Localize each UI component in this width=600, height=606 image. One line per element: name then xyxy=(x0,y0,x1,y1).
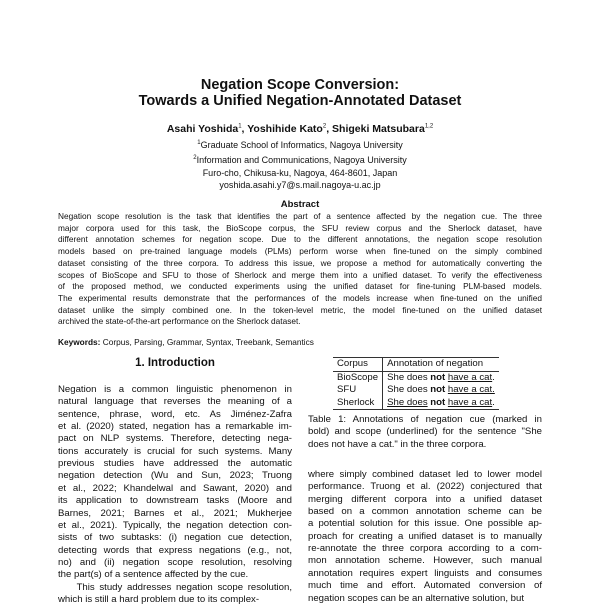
sentence-text: She does xyxy=(387,371,431,383)
author-name: Shigeki Matsubara xyxy=(332,123,425,135)
affiliation-line xyxy=(0,167,600,180)
text-line: much time and effort. Automated conversion of xyxy=(308,580,542,592)
text-line: sists of two subtasks: (i) negation cue detection, xyxy=(58,532,292,544)
table-row xyxy=(333,371,499,384)
affiliation-text: yoshida.asahi.y7@s.mail.nagoya-u.ac.jp xyxy=(219,180,381,191)
text-line: major corpora used for this task, the BioScope corpus, the SFU review corpus and the Sherlock dataset, have xyxy=(58,222,542,233)
negation-scope: have a cat xyxy=(447,371,493,383)
text-line: natural language that reverses the meaning of a xyxy=(58,396,292,408)
text-line: et al., 2021). Typically, the negation detection con- xyxy=(58,519,292,531)
sentence-text: . xyxy=(492,371,495,383)
author-affiliation-mark: 1 xyxy=(238,123,242,130)
text-line: This study addresses negation scope resolution, xyxy=(58,581,292,593)
table-row xyxy=(333,397,499,410)
section-heading-introduction: 1. Introduction xyxy=(135,357,215,369)
abstract-heading: Abstract xyxy=(280,199,320,210)
affiliation-text: Graduate School of Informatics, Nagoya University xyxy=(200,140,403,150)
keywords xyxy=(58,337,314,347)
table-header-row xyxy=(333,358,499,372)
text-line: based on a common annotation scheme can be xyxy=(308,506,542,518)
text-line: where simply combined dataset led to lower model xyxy=(308,469,542,480)
text-line: The experimental results demonstrate that the performances of the models increase when fine-tuned on the unified xyxy=(58,292,542,303)
text-line: negation scopes can be an alternative solution, but xyxy=(308,592,525,604)
affiliation-mark: 2 xyxy=(193,154,197,161)
text-line: bold) and scope (underlined) for the sentence "She xyxy=(308,426,542,438)
text-line: performance. Truong et al. (2022) conjectured that xyxy=(308,481,542,493)
text-line: proach for creating a unified dataset is to manually xyxy=(308,530,542,542)
text-line: tions accurately is crucial for such systems. Many xyxy=(58,445,292,457)
paper-title-line-2: Towards a Unified Negation-Annotated Dataset xyxy=(138,93,462,109)
negation-cue: not xyxy=(430,384,446,395)
sentence-text: She does xyxy=(387,384,431,395)
paper-title-line-1: Negation Scope Conversion: xyxy=(200,77,400,93)
text-line: et al. (2020) stated, negation has a remarkable im- xyxy=(58,421,292,433)
text-line: merging different corpora into a unified dataset xyxy=(308,493,542,505)
text-line: of the proposed method, we conducted experiments using the unified dataset for fine-tuning PLM-based models. xyxy=(58,281,542,292)
text-line: detecting words that express negations (e.g., not, xyxy=(58,544,292,556)
text-line: the part(s) of a sentence affected by the cue. xyxy=(58,569,249,581)
table-header-cell: Corpus xyxy=(333,358,383,372)
table-cell-corpus: SFU xyxy=(333,384,383,397)
affiliation-line xyxy=(0,179,600,192)
negation-scope: She does xyxy=(387,396,428,408)
affiliation-text: Information and Communications, Nagoya University xyxy=(196,154,407,165)
text-line: re-annotate the three corpora according to a com- xyxy=(308,543,542,555)
table-row xyxy=(333,384,499,397)
text-line: Negation scope resolution is the task that identifies the part of a sentence affected by the negation cue. The three xyxy=(58,211,542,221)
text-line: Barnes, 2021; Barnes et al., 2021; Mukherjee xyxy=(58,507,292,519)
keywords-label: Keywords: xyxy=(58,337,101,347)
negation-scope: have a cat xyxy=(447,396,493,408)
text-line: Table 1: Annotations of negation cue (marked in xyxy=(308,414,542,425)
author-affiliation-mark: 1,2 xyxy=(424,123,434,130)
affiliation-line xyxy=(0,137,600,152)
table-cell-corpus: Sherlock xyxy=(333,397,383,410)
table-cell-annotation xyxy=(383,397,499,410)
affiliations xyxy=(0,137,600,192)
text-line: negation detection (Wu and Sun, 2023; Truong xyxy=(58,470,292,482)
text-line: et al., 2022; Khandelwal and Sawant, 2020) and xyxy=(58,482,292,494)
keywords-list: Corpus, Parsing, Grammar, Syntax, Treebank, Semantics xyxy=(102,337,314,347)
table-cell-annotation xyxy=(383,384,499,397)
table-cell-annotation xyxy=(383,371,499,384)
text-line: does not have a cat." in the three corpora. xyxy=(308,438,487,450)
table-header-cell: Annotation of negation xyxy=(383,358,499,372)
affiliation-line xyxy=(0,152,600,167)
table-1 xyxy=(333,357,499,410)
text-line: different annotation schemes for negation scope. Due to the different annotations, the negation scope resolution xyxy=(58,234,542,245)
affiliation-text: Furo-cho, Chikusa-ku, Nagoya, 464-8601, Japan xyxy=(202,167,398,178)
text-line: which is still a hard problem due to its complex- xyxy=(58,593,260,605)
text-line: Negation is a common linguistic phenomenon in xyxy=(58,384,292,395)
text-line: sentence, phrase, word, etc. As Jiménez-Zafra xyxy=(58,408,292,420)
affiliation-mark: 1 xyxy=(197,140,201,146)
text-line: no) and (ii) negation scope resolution, resolving xyxy=(58,556,292,568)
text-line: archived the state-of-the-art performance on the Sherlock dataset. xyxy=(58,316,301,327)
text-line: pact on NLP systems. Therefore, detecting nega- xyxy=(58,433,292,445)
text-line: a potential solution for this issue. One possible ap- xyxy=(308,518,542,530)
text-line: scopes of BioScope and SFU to those of Sherlock and merge them into a unified dataset. To verify the effectiveness xyxy=(58,269,542,280)
table-cell-corpus: BioScope xyxy=(333,371,383,384)
negation-cue: not xyxy=(430,371,446,383)
author-affiliation-mark: 2 xyxy=(322,123,327,130)
text-line: annotation requires expert linguists and consumes xyxy=(308,567,542,579)
negation-cue: not xyxy=(430,396,446,408)
negation-scope: have a cat. xyxy=(447,384,495,395)
text-line: its application to downstream tasks (Moore and xyxy=(58,495,292,507)
text-line: dataset unlike the simply combined one. In the token-level metric, the model fine-tuned on the unified dataset xyxy=(58,304,542,315)
text-line: models based on pre-trained language models (PLMs) perform worse when fine-tuned on the simply combined xyxy=(58,246,542,257)
author-name: Yoshihide Kato xyxy=(247,123,323,135)
text-line: dataset consisting of the three corpora. To address this issue, we propose a method for automatically converting the xyxy=(58,257,542,268)
text-line: previous studies have addressed the automatic xyxy=(58,458,292,470)
text-line: mon annotation scheme. However, such manual xyxy=(308,555,542,567)
author-name: Asahi Yoshida xyxy=(166,123,239,135)
authors: Asahi Yoshida$^1$, Yoshihide Kato$^2$, Shigeki Matsubara$^{1,2}$ xyxy=(166,123,434,135)
sentence-text: . xyxy=(492,396,495,408)
